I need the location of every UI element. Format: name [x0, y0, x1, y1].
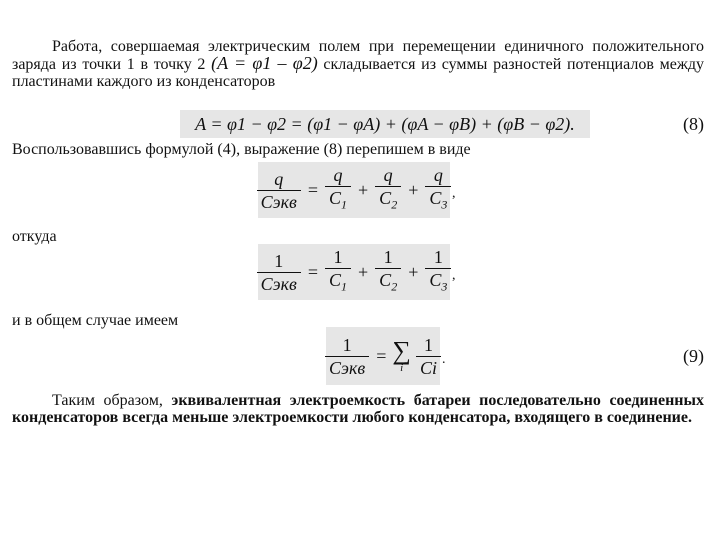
equation-8 — [180, 110, 590, 138]
summation — [392, 336, 411, 374]
plus-sign: + — [408, 179, 419, 200]
fraction-lhs — [257, 250, 301, 295]
comma: , — [452, 186, 456, 201]
fraction-numerator: 1 — [274, 250, 284, 271]
equation-q — [258, 162, 450, 218]
fraction-numerator: q — [433, 165, 443, 186]
inline-formula: (A = φ1 – φ2) — [211, 53, 318, 73]
conclusion-lead: Таким образом, — [52, 392, 163, 409]
fraction-numerator: 1 — [423, 334, 433, 355]
fraction-term-2 — [375, 246, 401, 298]
fraction-term-1 — [325, 246, 351, 298]
fraction-numerator: 1 — [342, 334, 352, 355]
intro-text-1: Работа, совершаемая электрическим полем при перемещении единичного положительного заряда из точки 1 в точку 2 — [12, 38, 704, 73]
plus-sign: + — [358, 261, 369, 282]
fraction-denominator: Cэкв — [257, 190, 301, 213]
fraction-term-3 — [425, 246, 451, 298]
fraction-lhs — [257, 168, 301, 213]
fraction-term-2 — [375, 164, 401, 216]
general-case-line: и в общем случае имеем — [12, 312, 179, 329]
intro-paragraph — [12, 38, 704, 90]
equation-8-formula: A = φ1 − φ2 = (φ1 − φA) + (φA − φB) + (φB − φ2). — [195, 113, 575, 134]
intro-text-2: складывается из суммы разностей потенциалов между пластинами каждого из конденсаторов — [12, 56, 705, 90]
fraction-lhs — [325, 334, 369, 379]
sigma-symbol: ∑ — [392, 336, 411, 365]
equation-one — [258, 244, 450, 300]
equation-9-number: (9) — [683, 346, 704, 366]
fraction-denominator: Cэкв — [257, 272, 301, 295]
otkuda-line: откуда — [12, 228, 57, 245]
fraction-denominator: Ci — [416, 356, 441, 379]
fraction-denominator: Cэкв — [325, 356, 369, 379]
fraction-denominator: $C_2$ — [375, 268, 401, 298]
equals-sign: = — [376, 345, 387, 366]
rewrite-line: Воспользовавшись формулой (4), выражение (8) перепишем в виде — [12, 141, 471, 158]
fraction-rhs — [416, 334, 441, 379]
fraction-denominator: $C_1$ — [325, 268, 351, 298]
conclusion-paragraph — [12, 392, 704, 426]
fraction-denominator: $C_2$ — [375, 186, 401, 216]
equation-9 — [326, 327, 440, 385]
fraction-numerator: q — [383, 165, 393, 186]
fraction-numerator: 1 — [333, 247, 343, 268]
fraction-denominator: $C_1$ — [325, 186, 351, 216]
fraction-term-1 — [325, 164, 351, 216]
fraction-term-3 — [425, 164, 451, 216]
plus-sign: + — [408, 261, 419, 282]
plus-sign: + — [358, 179, 369, 200]
sum-index: i — [400, 362, 404, 374]
equals-sign: = — [307, 261, 318, 282]
fraction-numerator: q — [274, 168, 284, 189]
fraction-numerator: q — [333, 165, 343, 186]
comma: , — [452, 268, 456, 283]
fraction-denominator: $C_3$ — [425, 268, 451, 298]
conclusion-bold: эквивалентная электроемкость батареи последовательно соединенных конденсаторов всегда меньше электроемкости любого конденсатора, входящего в соединение. — [12, 392, 704, 426]
equation-8-number: (8) — [683, 114, 704, 134]
fraction-numerator: 1 — [433, 247, 443, 268]
fraction-denominator: $C_3$ — [425, 186, 451, 216]
equals-sign: = — [307, 179, 318, 200]
fraction-numerator: 1 — [383, 247, 393, 268]
period: . — [442, 352, 446, 367]
